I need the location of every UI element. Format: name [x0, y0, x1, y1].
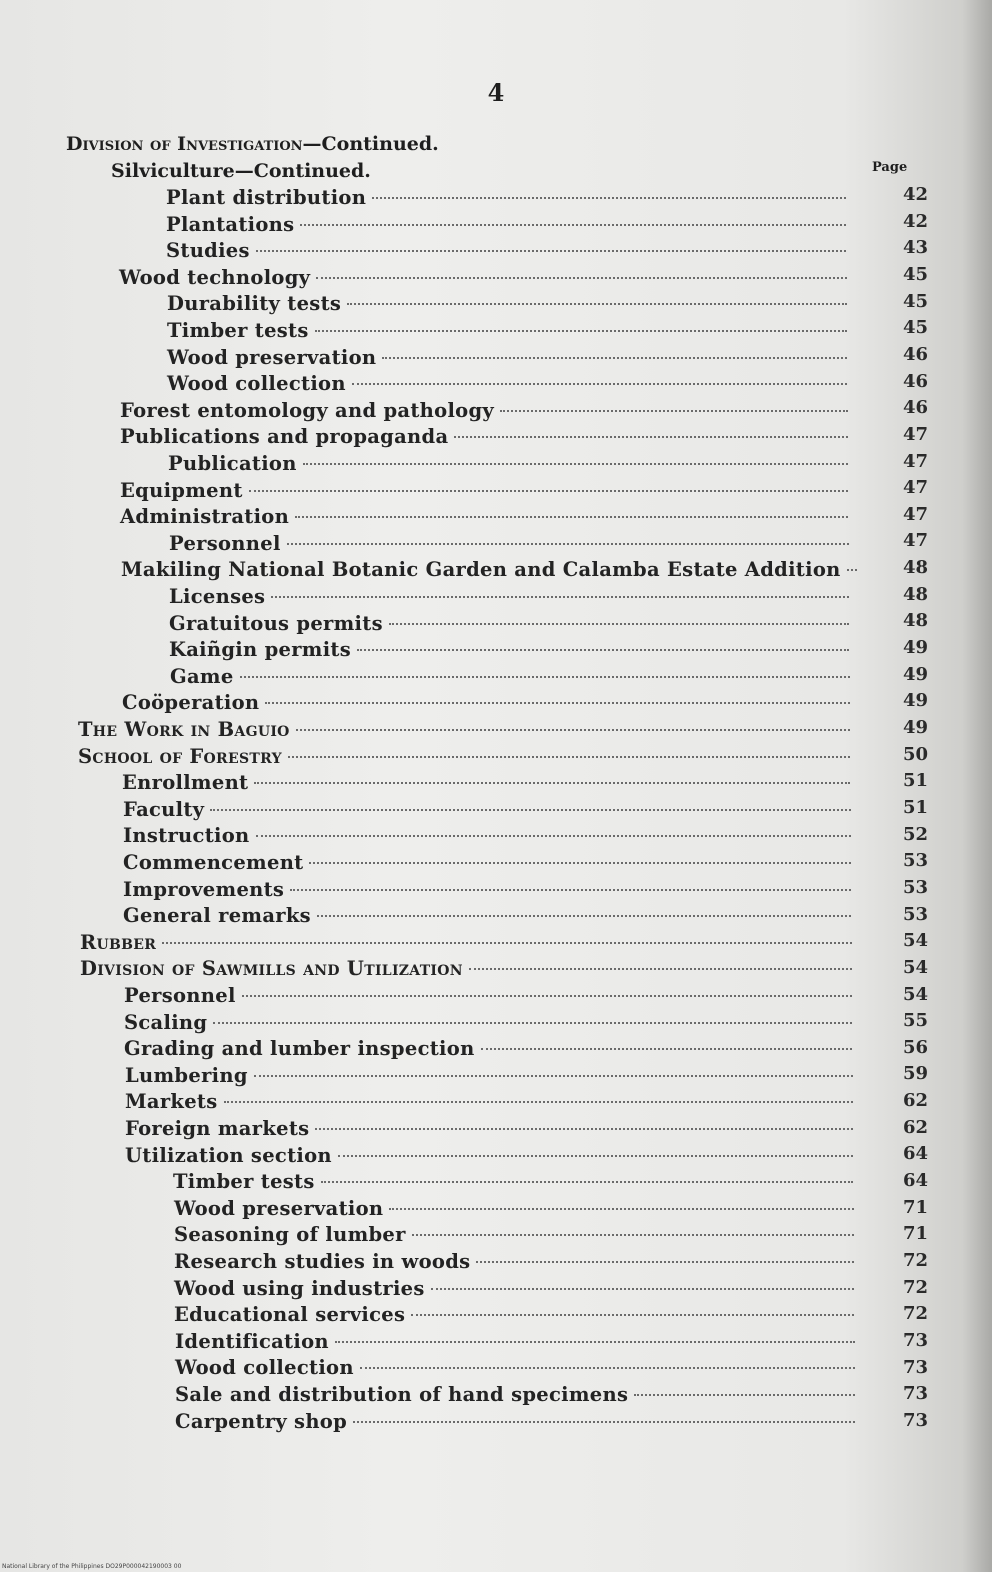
section-heading-suffix: —Continued. — [302, 133, 439, 155]
toc-entry — [125, 1064, 857, 1091]
dot-leader — [634, 1394, 855, 1396]
dot-leader — [162, 942, 852, 944]
toc-entry — [124, 984, 856, 1011]
dot-leader — [357, 649, 849, 651]
dot-leader — [210, 809, 851, 811]
dot-leader — [288, 756, 850, 758]
toc-entry — [167, 346, 851, 373]
toc-entry — [80, 931, 856, 958]
dot-leader — [249, 490, 848, 492]
dot-leader — [847, 569, 857, 571]
toc-entry — [123, 798, 855, 825]
dot-leader — [353, 1421, 855, 1423]
toc-page-number: 73 — [902, 1383, 928, 1405]
toc-entry-title: Grading and lumber inspection — [124, 1037, 475, 1061]
toc-entry — [120, 425, 852, 452]
toc-page-number: 48 — [902, 557, 928, 579]
dot-leader — [317, 915, 851, 917]
toc-entry — [169, 532, 853, 559]
toc-entry — [166, 213, 850, 240]
toc-page-number: 53 — [902, 903, 928, 925]
toc-entry — [174, 1223, 858, 1250]
toc-entry-title: Timber tests — [167, 319, 309, 342]
toc-page-number: 50 — [902, 743, 928, 765]
toc-entry-title: Educational services — [174, 1303, 406, 1327]
toc-page-number: 56 — [902, 1036, 928, 1058]
toc-entry — [124, 1037, 856, 1064]
dot-leader — [335, 1341, 855, 1343]
toc-entry — [123, 878, 855, 905]
toc-entry — [166, 239, 850, 266]
toc-page-number: 62 — [902, 1090, 928, 1112]
dot-leader — [256, 250, 846, 252]
toc-entry-title: Wood preservation — [167, 345, 377, 369]
toc-page-number: 64 — [902, 1170, 928, 1192]
dot-leader — [338, 1155, 853, 1157]
toc-page-number: 72 — [902, 1250, 928, 1271]
toc-page-number: 71 — [902, 1223, 928, 1245]
dot-leader — [500, 410, 848, 412]
toc-entry-title: Sale and distribution of hand specimens — [175, 1383, 629, 1406]
toc-entry — [123, 824, 855, 851]
toc-page-number: 47 — [902, 423, 928, 445]
dot-leader — [254, 1075, 853, 1077]
dot-leader — [382, 357, 847, 359]
dot-leader — [290, 889, 851, 891]
toc-entry-title: Improvements — [123, 877, 285, 901]
dot-leader — [265, 702, 850, 704]
toc-entry-title: Lumbering — [125, 1063, 248, 1087]
toc-entry-title: Wood collection — [167, 372, 346, 396]
toc-page-number: 73 — [902, 1356, 928, 1378]
toc-entry — [120, 479, 852, 506]
dot-leader — [256, 835, 851, 837]
toc-entry-title: Scaling — [124, 1010, 208, 1034]
dot-leader — [469, 968, 852, 970]
dot-leader — [389, 1208, 854, 1210]
toc-entry — [167, 292, 851, 319]
toc-entry-title: Equipment — [120, 478, 243, 502]
subsection-heading: Silviculture—Continued. — [111, 160, 371, 182]
toc-entry-title: Makiling National Botanic Garden and Calamba Estate Addition — [121, 558, 841, 582]
toc-page-number: 71 — [902, 1196, 928, 1218]
dot-leader — [242, 995, 852, 997]
toc-entry — [123, 851, 855, 878]
dot-leader — [287, 543, 849, 545]
toc-entry — [173, 1170, 857, 1197]
toc-page-number: 72 — [902, 1303, 928, 1325]
toc-page-number: 47 — [902, 503, 928, 525]
dot-leader — [412, 1234, 854, 1236]
toc-page-number: 45 — [902, 263, 928, 285]
toc-entry-title: Gratuitous permits — [169, 611, 383, 635]
toc-entry — [78, 718, 854, 745]
dot-leader — [315, 1128, 853, 1130]
toc-entry — [170, 665, 854, 692]
toc-entry-title: Wood preservation — [174, 1196, 384, 1220]
toc-page-number: 54 — [902, 956, 928, 978]
toc-entry-title: Instruction — [123, 824, 250, 848]
dot-leader — [454, 436, 848, 438]
toc-page-number: 47 — [902, 450, 928, 472]
toc-entry-title: Durability tests — [167, 292, 342, 316]
toc-page-number: 47 — [902, 530, 928, 552]
dot-leader — [372, 197, 846, 199]
toc-entry — [122, 691, 854, 718]
toc-page-number: 42 — [902, 210, 928, 232]
dot-leader — [300, 224, 846, 226]
toc-page-number: 64 — [902, 1143, 928, 1165]
toc-entry-title: Wood collection — [175, 1356, 354, 1380]
toc-entry-title: General remarks — [123, 904, 311, 928]
toc-entry — [123, 904, 855, 931]
toc-entry-title: Plantations — [166, 212, 295, 236]
toc-page-number: 46 — [902, 343, 928, 365]
toc-page-number: 49 — [902, 690, 928, 712]
dot-leader — [411, 1314, 854, 1316]
toc-page-number: 54 — [902, 983, 928, 1005]
toc-entry — [125, 1144, 857, 1171]
toc-entry — [169, 585, 853, 612]
toc-page-number: 49 — [902, 637, 928, 659]
toc-page-number: 51 — [902, 770, 928, 792]
toc-page-number: 48 — [902, 610, 928, 632]
toc-entry-title: Personnel — [124, 984, 236, 1007]
dot-leader — [316, 277, 847, 279]
toc-entry — [124, 1011, 856, 1038]
toc-page-number: 55 — [902, 1010, 928, 1032]
toc-entry — [169, 638, 853, 665]
dot-leader — [213, 1022, 852, 1024]
toc-entry — [174, 1303, 858, 1330]
dot-leader — [347, 303, 847, 305]
toc-entry-title: Publications and propaganda — [120, 425, 449, 449]
toc-page-number: 72 — [902, 1276, 928, 1298]
toc-page-number: 73 — [902, 1409, 928, 1431]
toc-page-number: 54 — [902, 930, 928, 952]
toc-entry-title: Publication — [168, 452, 297, 475]
toc-page-number: 62 — [902, 1116, 928, 1138]
toc-entry — [174, 1277, 858, 1304]
toc-entry — [80, 957, 856, 984]
toc-entry — [167, 319, 851, 346]
toc-entry-title: Administration — [120, 505, 290, 529]
toc-page-number: 43 — [902, 237, 928, 259]
toc-entry-title: Plant distribution — [166, 186, 367, 209]
dot-leader — [476, 1261, 854, 1263]
toc-entry-title: Commencement — [123, 851, 304, 874]
toc-page-number: 47 — [902, 477, 928, 499]
toc-entry — [120, 399, 852, 426]
toc-entry — [168, 452, 852, 479]
toc-entry-title: Research studies in woods — [174, 1250, 471, 1273]
toc-page-number: 46 — [902, 397, 928, 419]
toc-entry-title: Wood technology — [119, 265, 311, 289]
dot-leader — [315, 330, 847, 332]
dot-leader — [481, 1048, 852, 1050]
toc-entry-title: Utilization section — [125, 1143, 332, 1167]
toc-entry — [174, 1197, 858, 1224]
toc-entry — [121, 558, 853, 585]
dot-leader — [296, 729, 850, 731]
toc-entry — [122, 771, 854, 798]
toc-entry-title: Personnel — [169, 531, 281, 555]
toc-page-number: 53 — [902, 850, 928, 872]
toc-entry-title: Wood using industries — [174, 1276, 425, 1300]
toc-entry — [167, 372, 851, 399]
dot-leader — [389, 623, 849, 625]
toc-entry-title: Game — [170, 664, 234, 688]
toc-page-number: 52 — [902, 823, 928, 845]
toc-entry — [78, 745, 854, 772]
toc-entry — [174, 1250, 858, 1277]
toc-entry-title: Markets — [125, 1090, 218, 1114]
toc-entry — [175, 1356, 859, 1383]
toc-entry — [125, 1117, 857, 1144]
dot-leader — [254, 782, 850, 784]
page-number: 4 — [487, 78, 505, 107]
dot-leader — [240, 676, 850, 678]
toc-entry-title: Timber tests — [173, 1170, 315, 1194]
dot-leader — [309, 862, 851, 864]
toc-page-number: 53 — [902, 876, 928, 898]
dot-leader — [431, 1288, 854, 1290]
toc-entry — [175, 1383, 859, 1410]
toc-entry-title: Rubber — [80, 930, 157, 954]
toc-entry — [169, 612, 853, 639]
toc-page-number: 45 — [902, 290, 928, 312]
toc-entry — [125, 1090, 857, 1117]
toc-entry-title: Licenses — [169, 585, 266, 608]
toc-page-number: 49 — [902, 717, 928, 738]
toc-entry-title: The Work in Baguio — [78, 718, 290, 741]
dot-leader — [360, 1367, 855, 1369]
toc-entry-title: Studies — [166, 239, 250, 263]
footer-credit: National Library of the Philippines DO29P000042190003 00 — [2, 1563, 182, 1570]
dot-leader — [224, 1101, 854, 1103]
toc-entry-title: Forest entomology and pathology — [120, 398, 495, 422]
toc-page-number: 49 — [902, 663, 928, 685]
toc-page-number: 42 — [902, 184, 928, 205]
toc-entry-title: Identification — [175, 1329, 329, 1353]
dot-leader — [271, 596, 849, 598]
page-column-label: Page — [872, 160, 908, 175]
toc-entry-title: Faculty — [123, 797, 205, 821]
toc-entry — [120, 505, 852, 532]
dot-leader — [321, 1181, 853, 1183]
toc-entry-title: Division of Sawmills and Utilization — [80, 957, 463, 981]
toc-entry — [175, 1410, 859, 1437]
dot-leader — [352, 383, 847, 385]
toc-entry-title: Coöperation — [122, 691, 260, 715]
toc-entry-title: Enrollment — [122, 771, 249, 795]
toc-page-number: 73 — [902, 1329, 928, 1351]
toc-entry — [166, 186, 850, 213]
toc-entry — [175, 1330, 859, 1357]
toc-page-number: 48 — [902, 583, 928, 605]
dot-leader — [303, 463, 848, 465]
toc-page-number: 51 — [902, 796, 928, 818]
toc-entry-title: Carpentry shop — [175, 1409, 348, 1433]
toc-entry — [119, 266, 851, 293]
toc-entry-title: School of Forestry — [78, 744, 282, 768]
section-heading-title: Division of Investigation — [66, 133, 303, 155]
toc-entry-title: Seasoning of lumber — [174, 1223, 406, 1247]
toc-page-number: 45 — [902, 317, 928, 339]
toc-entry-title: Foreign markets — [125, 1117, 310, 1140]
toc-page-number: 46 — [902, 370, 928, 392]
dot-leader — [295, 516, 848, 518]
toc-page-number: 59 — [902, 1063, 928, 1085]
toc-entry-title: Kaiñgin permits — [169, 638, 352, 662]
